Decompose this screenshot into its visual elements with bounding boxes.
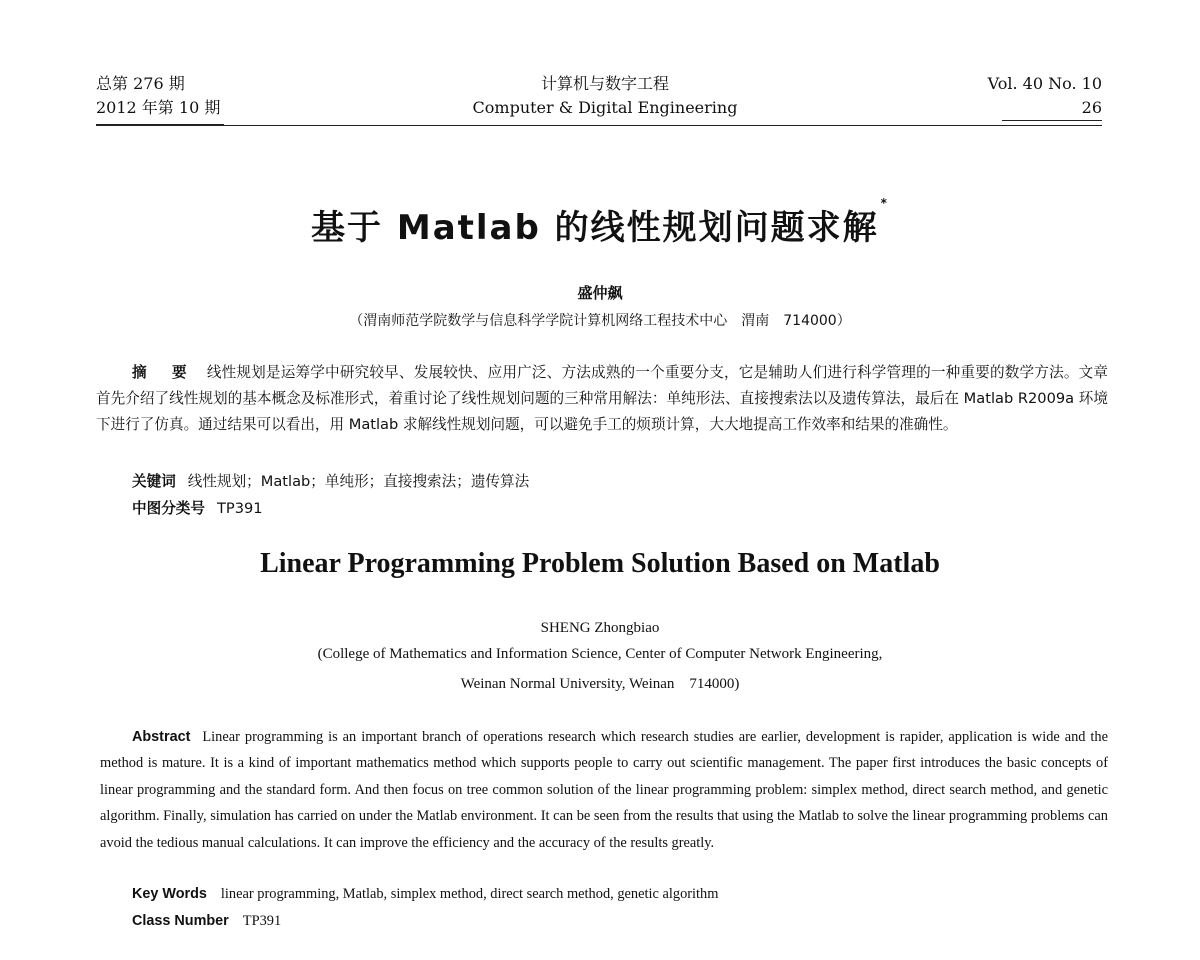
journal-name-en: Computer & Digital Engineering [472,98,738,117]
chinese-title-text: 基于 Matlab 的线性规划问题求解 [311,208,879,248]
english-title: Linear Programming Problem Solution Based on Matlab [260,548,940,579]
english-keywords [132,886,718,903]
chinese-abstract-text: 线性规划是运筹学中研究较早、发展较快、应用广泛、方法成熟的一个重要分支，它是辅助人们进行科学管理的一种重要的数学方法。文章首先介绍了线性规划的基本概念及标准形式，着重讨论了线性规划问题的三种常用解法：单纯形法、直接搜索法以及遗传算法，最后在 Matlab R2009a 环境下进行了仿真。通过结果可以看出，用 Matlab 求解线性规划问题，可以避免手工的烦琐计算，大大地提高工作效率和结果的准确性。 [96,364,1108,433]
chinese-title [0,196,1200,249]
english-class-label: Class Number [132,913,229,929]
journal-name-cn: 计算机与数字工程 [540,74,669,93]
chinese-author: 盛仲飙 [577,284,623,302]
english-keywords-label: Key Words [132,886,207,902]
chinese-abstract [96,360,1108,438]
chinese-class-number [132,497,263,518]
journal-name [440,72,770,120]
header-rule-left [96,124,224,125]
header-rule-right [1002,120,1102,121]
chinese-keywords [132,470,529,491]
chinese-class-label: 中图分类号 [132,500,205,517]
title-footnote-mark: * [880,196,889,210]
issue-number: 2012 年第 10 期 [96,98,221,117]
english-abstract [100,724,1108,856]
chinese-keywords-text: 线性规划；Matlab；单纯形；直接搜索法；遗传算法 [187,473,530,490]
english-keywords-text: linear programming, Matlab, simplex method, direct search method, genetic algorithm [220,886,719,902]
chinese-affiliation: （渭南师范学院数学与信息科学学院计算机网络工程技术中心 渭南 714000） [349,313,851,329]
english-affiliation-line1: (College of Mathematics and Information Science, Center of Computer Network Engineering, [317,646,883,662]
chinese-keywords-label: 关键词 [132,473,176,490]
issue-total: 总第 276 期 [96,74,185,93]
english-class-value: TP391 [242,913,282,929]
volume-number: Vol. 40 No. 10 [987,74,1102,93]
page-number: 26 [1081,98,1102,117]
header-rule [96,125,1102,126]
english-affiliation-line2: Weinan Normal University, Weinan 714000) [460,676,740,692]
issue-info [96,72,276,120]
chinese-class-value: TP391 [216,500,263,517]
english-abstract-text: Linear programming is an important branch of operations research which research studies are earlier, development is rapider, application is wide and the method is mature. It is a kind of important mathematics method which supports people to carry out scientific management. The paper first introduces the basic concepts of linear programming and the standard form. And then focus on tree common solution of the linear programming problem: simplex method, direct search method, and genetic algorithm. Finally, simulation has carried on under the Matlab environment. It can be seen from the results that using the Matlab to solve the linear programming problems can avoid the tedious manual calculations. It can improve the efficiency and the accuracy of the results greatly. [100,729,1108,851]
volume-info [922,72,1102,120]
english-class-number [132,913,281,930]
english-author: SHENG Zhongbiao [540,620,660,636]
english-abstract-label: Abstract [132,729,191,745]
chinese-abstract-label: 摘 要 [132,364,197,381]
